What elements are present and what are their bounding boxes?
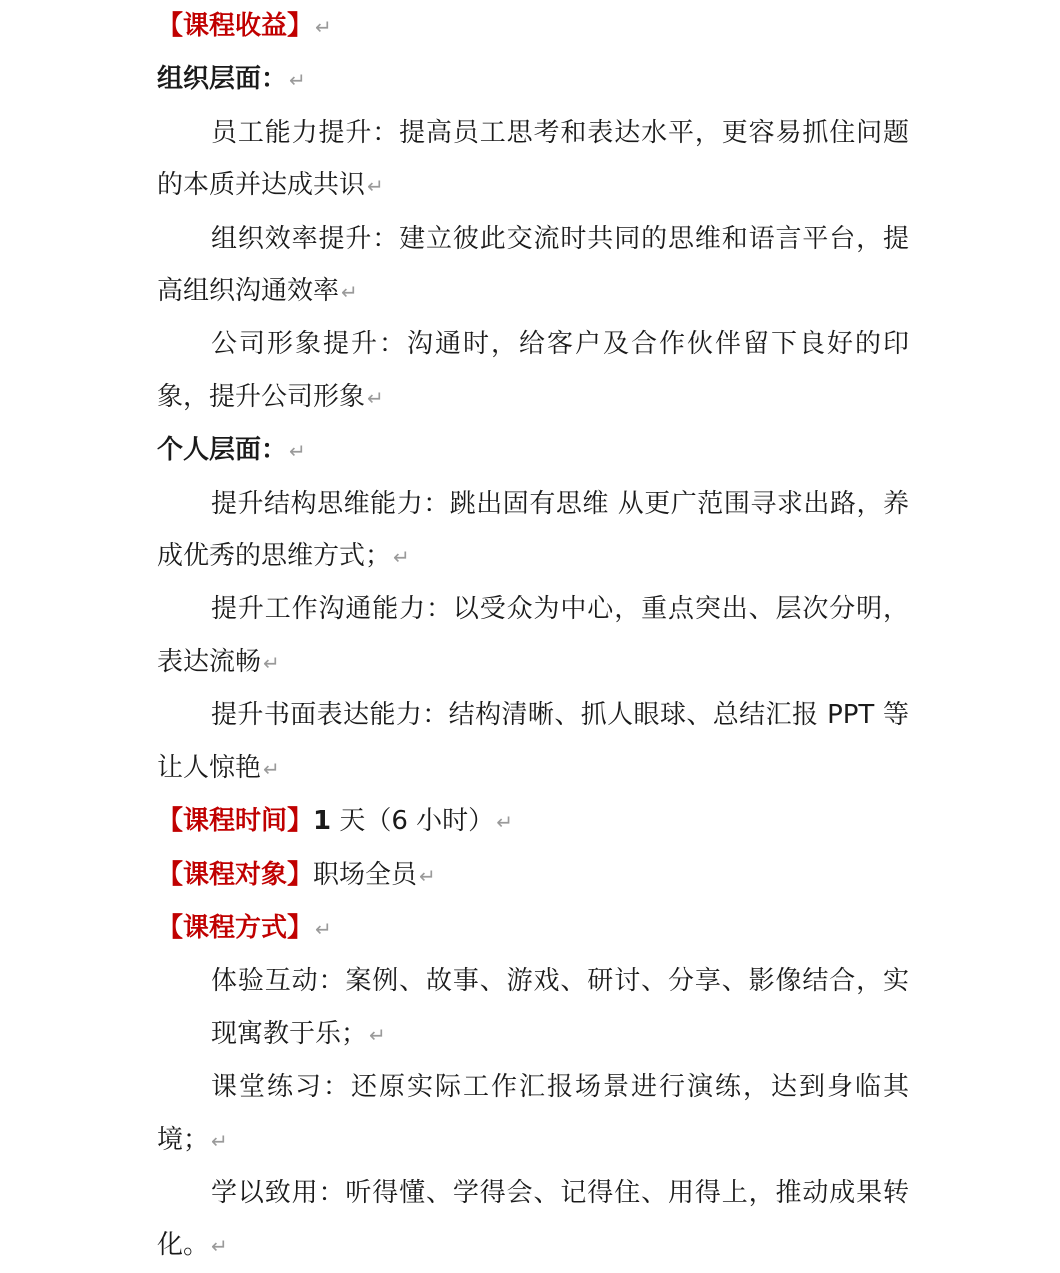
paragraph-mark-icon: ↵: [289, 68, 306, 93]
paragraph-mark-icon: ↵: [341, 280, 358, 305]
paragraph-mark-icon: ↵: [393, 545, 410, 570]
course-time-label: 【课程时间】: [157, 806, 314, 837]
course-audience-value: 职场全员: [313, 859, 418, 890]
personal-benefit-text: 提升结构思维能力：跳出固有思维 从更广范围寻求出路，养成优秀的思维方式；: [157, 488, 909, 572]
course-time-line: [157, 795, 909, 848]
course-method-item: [157, 1167, 909, 1273]
course-method-text: 课堂练习：还原实际工作汇报场景进行演练，达到身临其境；: [157, 1072, 909, 1155]
org-benefit-item: [157, 318, 909, 424]
course-method-item: [157, 1061, 909, 1167]
org-benefit-item: [157, 213, 909, 319]
course-method-text: 学以致用：听得懂、学得会、记得住、用得上，推动成果转化。: [157, 1177, 909, 1261]
personal-benefit-text: 提升工作沟通能力：以受众为中心，重点突出、层次分明，表达流畅: [157, 594, 909, 677]
personal-benefit-item: [157, 689, 909, 795]
personal-level-title: 个人层面：: [157, 435, 288, 466]
org-benefit-item: [157, 107, 909, 213]
course-method-title: 【课程方式】: [157, 912, 314, 943]
paragraph-mark-icon: ↵: [211, 1234, 228, 1259]
personal-benefit-item: [157, 583, 909, 689]
org-level-title: 组织层面：: [157, 64, 288, 95]
personal-level-heading: [157, 424, 909, 477]
paragraph-mark-icon: ↵: [367, 385, 384, 410]
paragraph-mark-icon: ↵: [496, 810, 513, 835]
org-benefit-text: 员工能力提升：提高员工思考和表达水平，更容易抓住问题的本质并达成共识: [157, 117, 909, 201]
course-audience-label: 【课程对象】: [157, 859, 314, 890]
benefits-heading: [157, 0, 909, 53]
personal-benefit-item: [157, 478, 909, 584]
paragraph-mark-icon: ↵: [211, 1128, 228, 1153]
paragraph-mark-icon: ↵: [263, 756, 280, 781]
course-time-number: 1: [313, 806, 332, 837]
course-method-item: [157, 955, 909, 1061]
paragraph-mark-icon: ↵: [315, 916, 332, 941]
org-level-heading: [157, 53, 909, 106]
paragraph-mark-icon: ↵: [367, 174, 384, 199]
course-audience-line: [157, 849, 909, 902]
document-page: [157, 0, 909, 1273]
paragraph-mark-icon: ↵: [315, 15, 332, 39]
personal-benefit-text: 提升书面表达能力：结构清晰、抓人眼球、总结汇报 PPT 等让人惊艳: [157, 700, 909, 783]
org-benefit-text: 组织效率提升：建立彼此交流时共同的思维和语言平台，提高组织沟通效率: [157, 223, 909, 307]
paragraph-mark-icon: ↵: [289, 439, 306, 464]
course-method-text: 体验互动：案例、故事、游戏、研讨、分享、影像结合，实现寓教于乐；: [211, 966, 909, 1049]
paragraph-mark-icon: ↵: [263, 650, 280, 675]
paragraph-mark-icon: ↵: [369, 1022, 386, 1047]
course-method-heading: [157, 902, 909, 955]
course-time-value: 天（6 小时）: [331, 806, 495, 837]
org-benefit-text: 公司形象提升：沟通时，给客户及合作伙伴留下良好的印象，提升公司形象: [157, 329, 909, 412]
paragraph-mark-icon: ↵: [419, 863, 436, 888]
benefits-title: 【课程收益】: [157, 11, 314, 41]
